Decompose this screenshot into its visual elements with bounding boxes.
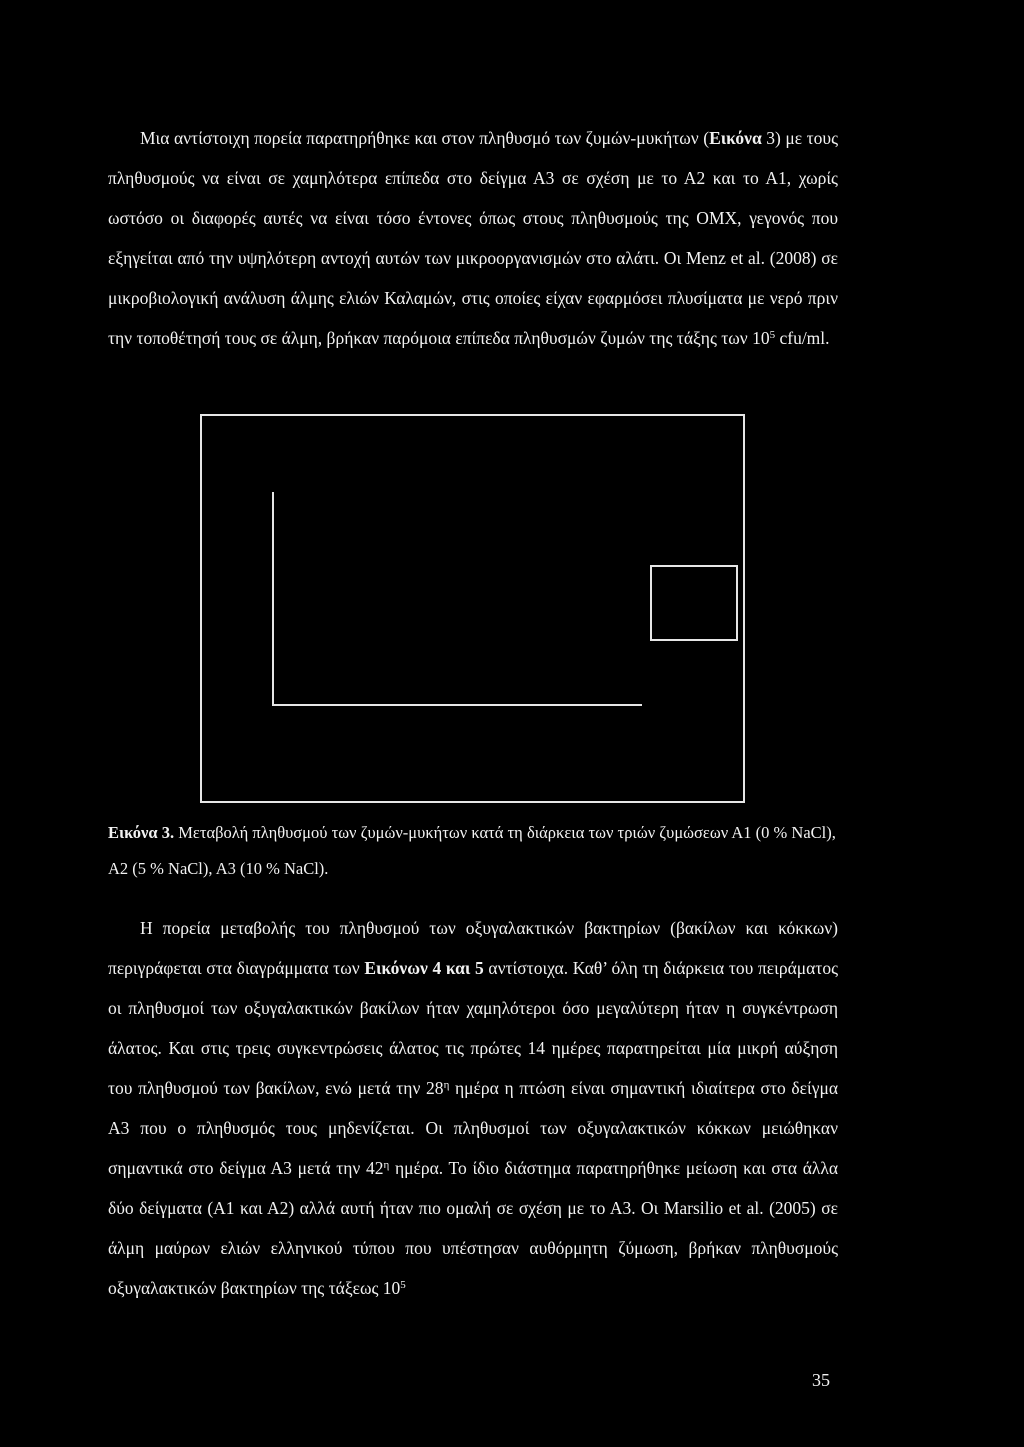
exponent: 5 (400, 1279, 406, 1291)
chart-y-axis (272, 492, 274, 705)
paragraph1-lead: Μια αντίστοιχη πορεία παρατηρήθηκε και στον πληθυσμό των ζυμών-μυκήτων ( (140, 128, 710, 148)
ordinal-suffix: η (383, 1159, 390, 1171)
paragraph1-text: 3) με τους πληθυσμούς να είναι σε χαμηλότερα επίπεδα στο δείγμα Α3 σε σχέση με το Α2 και το Α1, χωρίς ωστόσο οι διαφορές αυτές να είναι τόσο έντονες όπως στους πληθυσμούς της ΟΜΧ, γεγονός που εξηγείται από την υψηλότερη αντοχή αυτών των μικροοργανισμών στο αλάτι. Οι Menz et al. (2008) σε μικροβιολογική ανάλυση άλμης ελιών Καλαμών, στις οποίες είχαν εφαρμόσει πλυσίματα με νερό πριν την τοποθέτησή τους σε άλμη, βρήκαν παρόμοια επίπεδα πληθυσμών ζυμών της τάξης των 10 (108, 128, 839, 348)
figure-reference: Εικόνων 4 και 5 (364, 958, 484, 978)
chart-x-axis (272, 704, 642, 706)
ordinal-suffix: η (443, 1079, 450, 1091)
chart-legend-edge (730, 567, 738, 607)
caption-text: Μεταβολή πληθυσμού των ζυμών-μυκήτων κατά τη διάρκεια των τριών ζυμώσεων Α1 (0 % NaCl), Α2 (5 % NaCl), Α3 (10 % NaCl). (108, 823, 836, 878)
paragraph2-text: αντίστοιχα. Καθ’ όλη τη διάρκεια του πειράματος οι πληθυσμοί των οξυγαλακτικών βακίλων ήταν χαμηλότεροι όσο μεγαλύτερη ήταν η συγκέντρωση άλατος. Και στις τρεις συγκεντρώσεις άλατος τις πρώτες 14 ημέρες παρατηρείται μία μικρή αύξηση του πληθυσμού των βακίλων, ενώ μετά την 28 (108, 958, 839, 1098)
exponent: 5 (769, 329, 776, 341)
figure-caption (108, 815, 843, 887)
paragraph2-text: ημέρα η πτώση είναι σημαντική ιδιαίτερα στο δείγμα Α3 που ο πληθυσμός τους μηδενίζεται. Οι πληθυσμοί των οξυγαλακτικών κόκκων μειώθηκαν σημαντικά στο δείγμα Α3 μετά την 42 (108, 1078, 838, 1178)
page-number: 35 (812, 1370, 830, 1390)
caption-label: Εικόνα 3. (108, 823, 175, 842)
paragraph2-text: ημέρα. Το ίδιο διάστημα παρατηρήθηκε μείωση και στα άλλα δύο δείγματα (Α1 και Α2) αλλά αυτή ήταν πιο ομαλή σε σχέση με το Α3. Οι Marsilio et al. (2005) σε άλμη μαύρων ελιών ελληνικού τύπου που υπέστησαν αυθόρμητη ζύμωση, βρήκαν πληθυσμούς οξυγαλακτικών βακτηρίων της τάξεως 10 (108, 1158, 838, 1298)
paragraph-yeasts (108, 118, 838, 358)
paragraph2-intro: Η πορεία μεταβολής του πληθυσμού των οξυγαλακτικών βακτηρίων (βακίλων και κόκκων) περιγράφεται στα διαγράμματα των (108, 918, 838, 978)
figure-reference: Εικόνα (709, 128, 762, 148)
paragraph-lactic-bacteria (108, 908, 838, 1308)
chart-legend-box (650, 565, 738, 641)
paragraph1-unit: cfu/ml. (775, 328, 830, 348)
